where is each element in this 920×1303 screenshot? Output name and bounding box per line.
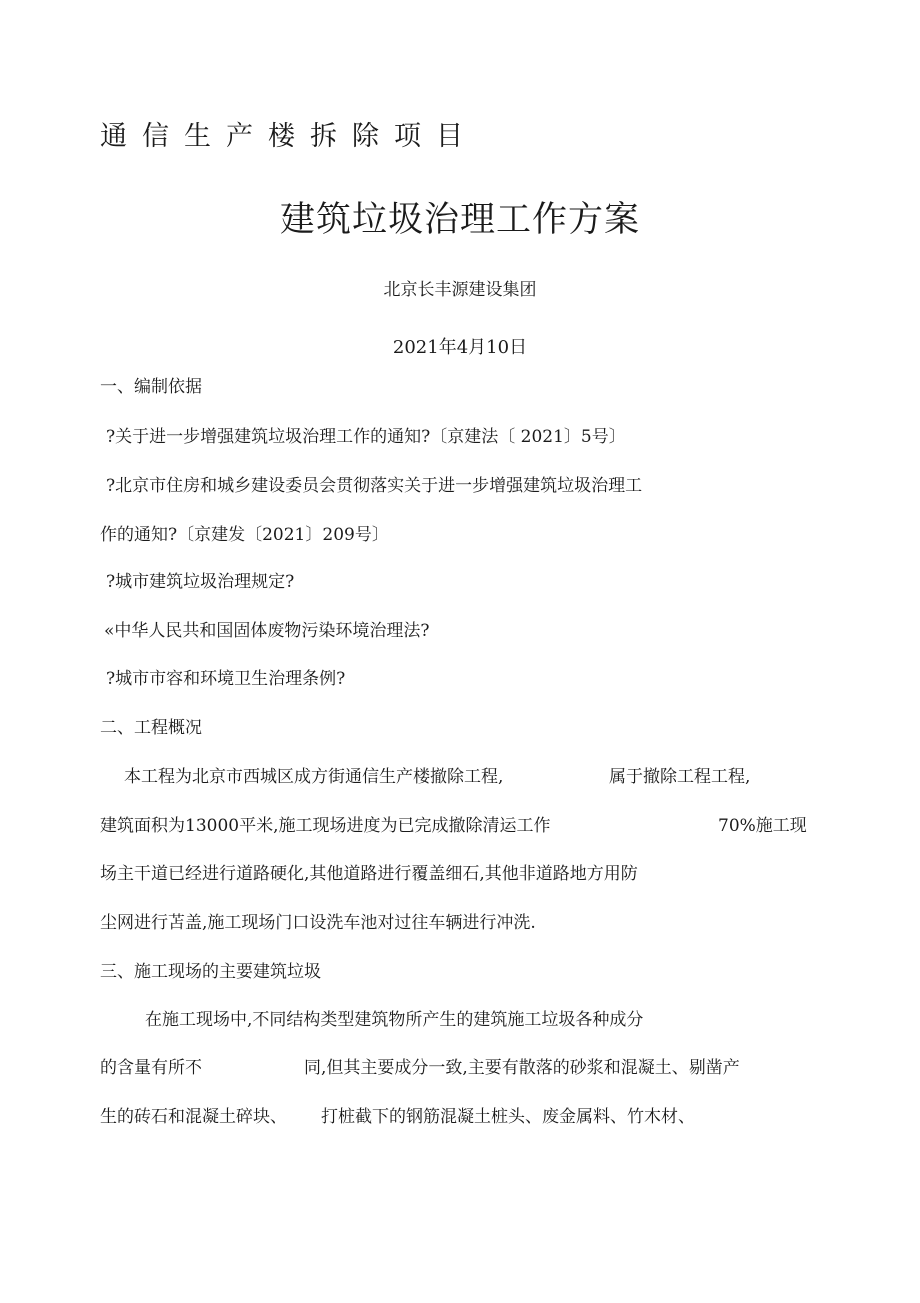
basis-item-continuation: 作的通知?〔京建发〔2021〕209号〕 [100,525,389,545]
paragraph-line: 打桩截下的钢筋混凝土桩头、废金属料、竹木材、 [321,1107,695,1127]
paragraph-line: 在施工现场中,不同结构类型建筑物所产生的建筑施工垃圾各种成分 [145,1010,644,1030]
basis-item: ?北京市住房和城乡建设委员会贯彻落实关于进一步增强建筑垃圾治理工 [106,476,643,496]
paragraph-line: 场主干道已经进行道路硬化,其他道路进行覆盖细石,其他非道路地方用防 [100,864,638,884]
basis-item: ?关于进一步增强建筑垃圾治理工作的通知?〔京建法〔 2021〕5号〕 [106,427,626,447]
section-heading-basis: 一、编制依据 [100,377,202,397]
project-title: 通信生产楼拆除项目 [100,121,478,152]
basis-item: ?城市建筑垃圾治理规定? [106,572,295,592]
basis-item: ?城市市容和环境卫生治理条例? [106,669,346,689]
company-name: 北京长丰源建设集团 [383,280,537,300]
paragraph-line: 本工程为北京市西城区成方街通信生产楼撤除工程, [124,767,504,787]
section-heading-overview: 二、工程概况 [100,718,202,738]
section-heading-waste: 三、施工现场的主要建筑垃圾 [100,962,321,982]
paragraph-line: 属于撤除工程工程, [609,767,751,787]
basis-item: «中华人民共和国固体废物污染环境治理法? [104,621,430,641]
paragraph-line: 同,但其主要成分一致,主要有散落的砂浆和混凝土、剔凿产 [304,1058,740,1078]
paragraph-line: 尘网进行苫盖,施工现场门口设洗车池对过往车辆进行冲洗. [100,913,536,933]
document-title: 建筑垃圾治理工作方案 [279,200,640,240]
paragraph-line: 70%施工现 [718,816,807,836]
paragraph-line: 的含量有所不 [100,1058,202,1078]
document-date: 2021年4月10日 [392,337,528,358]
paragraph-line: 建筑面积为13000平米,施工现场进度为已完成撤除清运工作 [100,816,551,836]
paragraph-line: 生的砖石和混凝土碎块、 [100,1107,287,1127]
